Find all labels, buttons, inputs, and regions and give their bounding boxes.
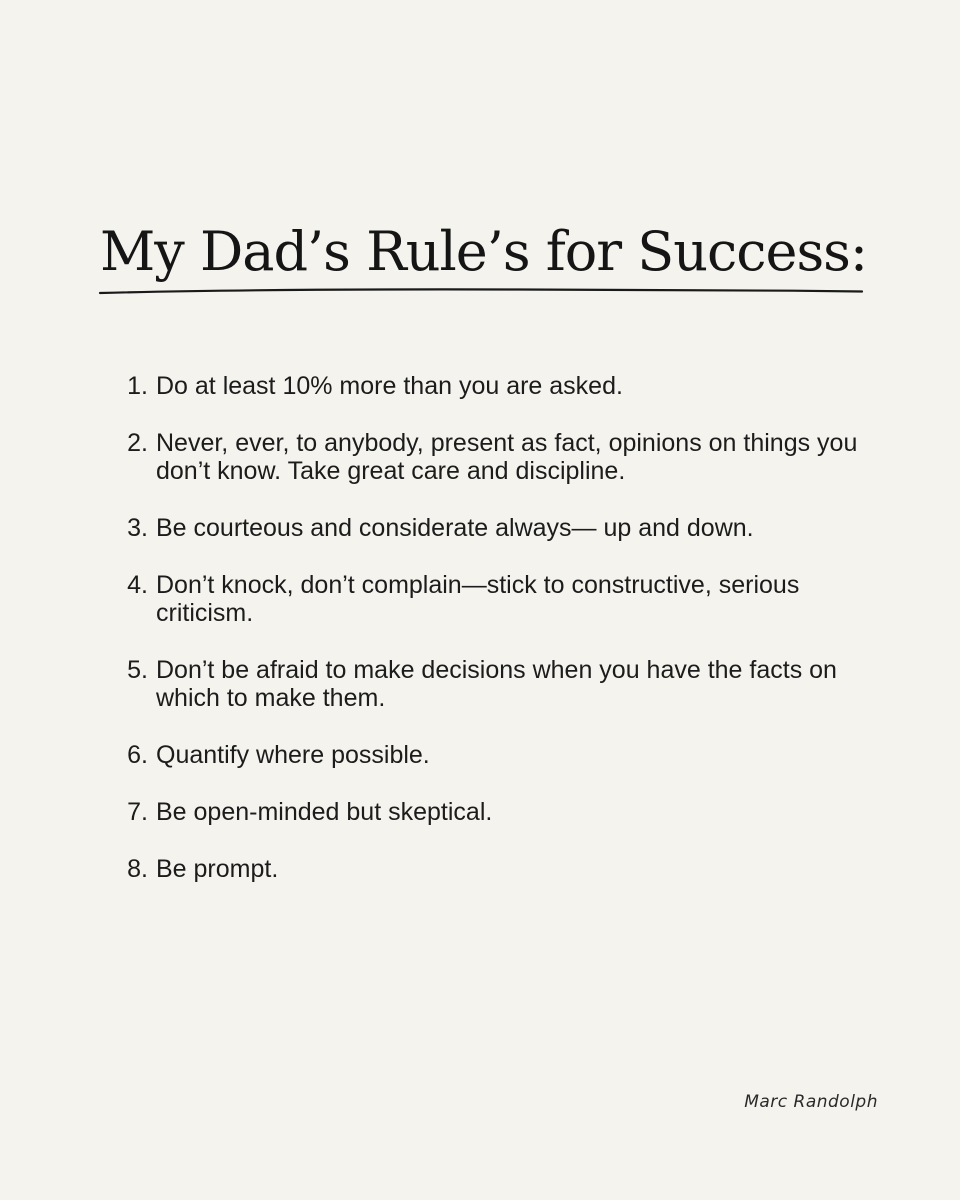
list-item — [108, 429, 898, 485]
list-item — [108, 372, 898, 400]
rule-number: 4 . — [108, 571, 148, 599]
list-item — [108, 571, 898, 627]
list-item — [108, 514, 898, 542]
rule-text: Be open-minded but skeptical. — [156, 798, 493, 826]
title-underline — [98, 284, 864, 298]
rule-text: Don’t be afraid to make decisions when you have the facts on which to make them. — [156, 656, 837, 712]
rule-number: 2 . — [108, 429, 148, 457]
signature: Marc Randolph — [744, 1092, 878, 1112]
rule-number: 1 . — [108, 372, 148, 400]
rule-text: Never, ever, to anybody, present as fact, opinions on things you don’t know. Take great care and discipline. — [156, 429, 858, 485]
rule-text: Be prompt. — [156, 855, 279, 883]
rules-list — [108, 372, 898, 912]
rule-number: 3 . — [108, 514, 148, 542]
rule-number: 6 . — [108, 741, 148, 769]
list-item — [108, 798, 898, 826]
underline-stroke — [100, 289, 862, 293]
rule-number: 7 . — [108, 798, 148, 826]
rule-text: Be courteous and considerate always— up and down. — [156, 514, 754, 542]
rule-text: Quantify where possible. — [156, 741, 430, 769]
page-title: My Dad’s Rule’s for Success: — [100, 220, 868, 283]
rule-number: 8 . — [108, 855, 148, 883]
list-item — [108, 855, 898, 883]
list-item — [108, 656, 898, 712]
rule-text: Do at least 10% more than you are asked. — [156, 372, 623, 400]
rule-number: 5 . — [108, 656, 148, 684]
list-item — [108, 741, 898, 769]
rule-text: Don’t knock, don’t complain—stick to constructive, serious criticism. — [156, 571, 800, 627]
